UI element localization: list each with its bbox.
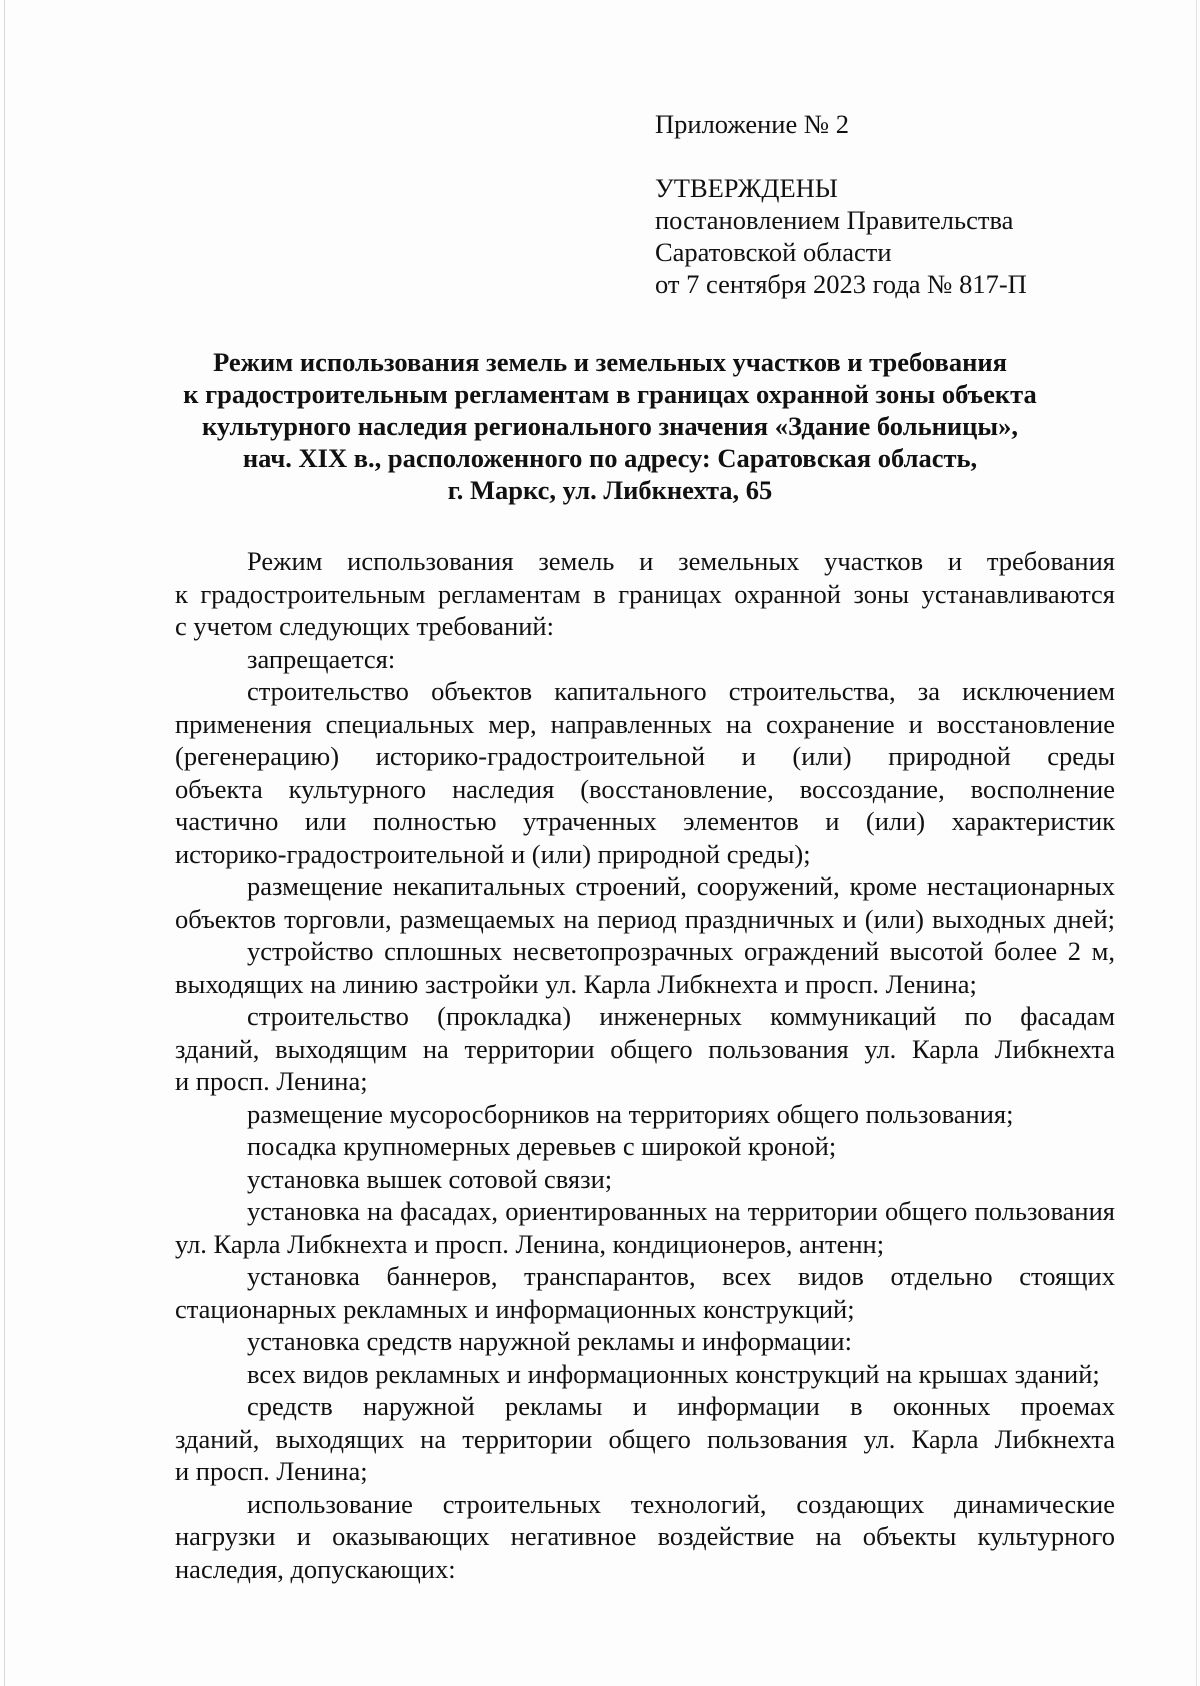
body-line: размещение мусоросборников на территориях общего пользования;	[247, 1098, 1014, 1129]
approval-block	[655, 108, 1027, 300]
title-line: Режим использования земель и земельных участков и требования	[213, 347, 1007, 377]
scan-edge-right	[1196, 0, 1197, 1686]
body-line: зданий, выходящим на территории общего пользования ул. Карла Либкнехта	[175, 1033, 1115, 1064]
body-line: установка вышек сотовой связи;	[247, 1163, 613, 1194]
body-line: Режим использования земель и земельных участков и требования	[247, 546, 1115, 576]
title-line: нач. XIX в., расположенного по адресу: Саратовская область,	[242, 443, 978, 473]
body-line: запрещается:	[247, 643, 396, 674]
body-line: всех видов рекламных и информационных конструкций на крышах зданий;	[247, 1358, 1100, 1389]
body-line: стационарных рекламных и информационных конструкций;	[175, 1293, 855, 1324]
body-line: и просп. Ленина;	[175, 1066, 368, 1096]
body-line: ул. Карла Либкнехта и просп. Ленина, кондиционеров, антенн;	[175, 1228, 885, 1259]
body-line: размещение некапитальных строений, сооружений, кроме нестационарных	[247, 871, 1115, 901]
approval-gap	[655, 140, 1027, 172]
body-line: выходящих на линию застройки ул. Карла Либкнехта и просп. Ленина;	[175, 968, 977, 999]
body-line: зданий, выходящих на территории общего пользования ул. Карла Либкнехта	[175, 1423, 1115, 1454]
document-title	[160, 346, 1060, 506]
body-line: применения специальных мер, направленных на сохранение и восстановление	[175, 708, 1115, 739]
title-line: культурного наследия регионального значения «Здание больницы»,	[202, 411, 1018, 441]
body-line: объектов торговли, размещаемых на период праздничных и (или) выходных дней;	[175, 903, 1115, 934]
body-line: средств наружной рекламы и информации в оконных проемах	[247, 1391, 1115, 1421]
body-line: строительство объектов капитального строительства, за исключением	[247, 676, 1115, 706]
body-line: установка на фасадах, ориентированных на территории общего пользования	[247, 1196, 1115, 1226]
body-line: установка баннеров, транспарантов, всех видов отдельно стоящих	[247, 1261, 1115, 1291]
body-line: наследия, допускающих:	[175, 1553, 456, 1584]
body-line: строительство (прокладка) инженерных коммуникаций по фасадам	[247, 1001, 1115, 1031]
title-line: г. Маркс, ул. Либкнехта, 65	[447, 475, 773, 505]
body-line: нагрузки и оказывающих негативное воздействие на объекты культурного	[175, 1521, 1115, 1551]
scan-edge-left	[4, 0, 5, 1686]
approval-line-3: от 7 сентября 2023 года № 817-П	[655, 269, 1027, 299]
body-line: устройство сплошных несветопрозрачных ограждений высотой более 2 м,	[247, 936, 1115, 966]
body-line: с учетом следующих требований:	[175, 611, 554, 641]
body-line: посадка крупномерных деревьев с широкой кроной;	[247, 1131, 837, 1161]
approval-line-1: постановлением Правительства	[655, 205, 1014, 235]
body-line: и просп. Ленина;	[175, 1456, 368, 1486]
title-line: к градостроительным регламентам в границах охранной зоны объекта	[183, 379, 1037, 409]
body-line: использование строительных технологий, создающих динамические	[247, 1488, 1115, 1519]
body-line: к градостроительным регламентам в границах охранной зоны устанавливаются	[175, 578, 1115, 609]
appendix-label: Приложение № 2	[655, 109, 850, 139]
body-line: объекта культурного наследия (восстановление, воссоздание, восполнение	[175, 773, 1115, 804]
body-line: установка средств наружной рекламы и информации:	[247, 1326, 852, 1356]
approval-line-2: Саратовской области	[655, 237, 892, 267]
body-line: историко-градостроительной и (или) природной среды);	[175, 838, 811, 869]
body-line: частично или полностью утраченных элементов и (или) характеристик	[175, 806, 1115, 836]
approved-heading: УТВЕРЖДЕНЫ	[655, 173, 838, 203]
body-line: (регенерацию) историко-градостроительной и (или) природной среды	[175, 741, 1115, 771]
document-body	[175, 545, 1115, 1585]
